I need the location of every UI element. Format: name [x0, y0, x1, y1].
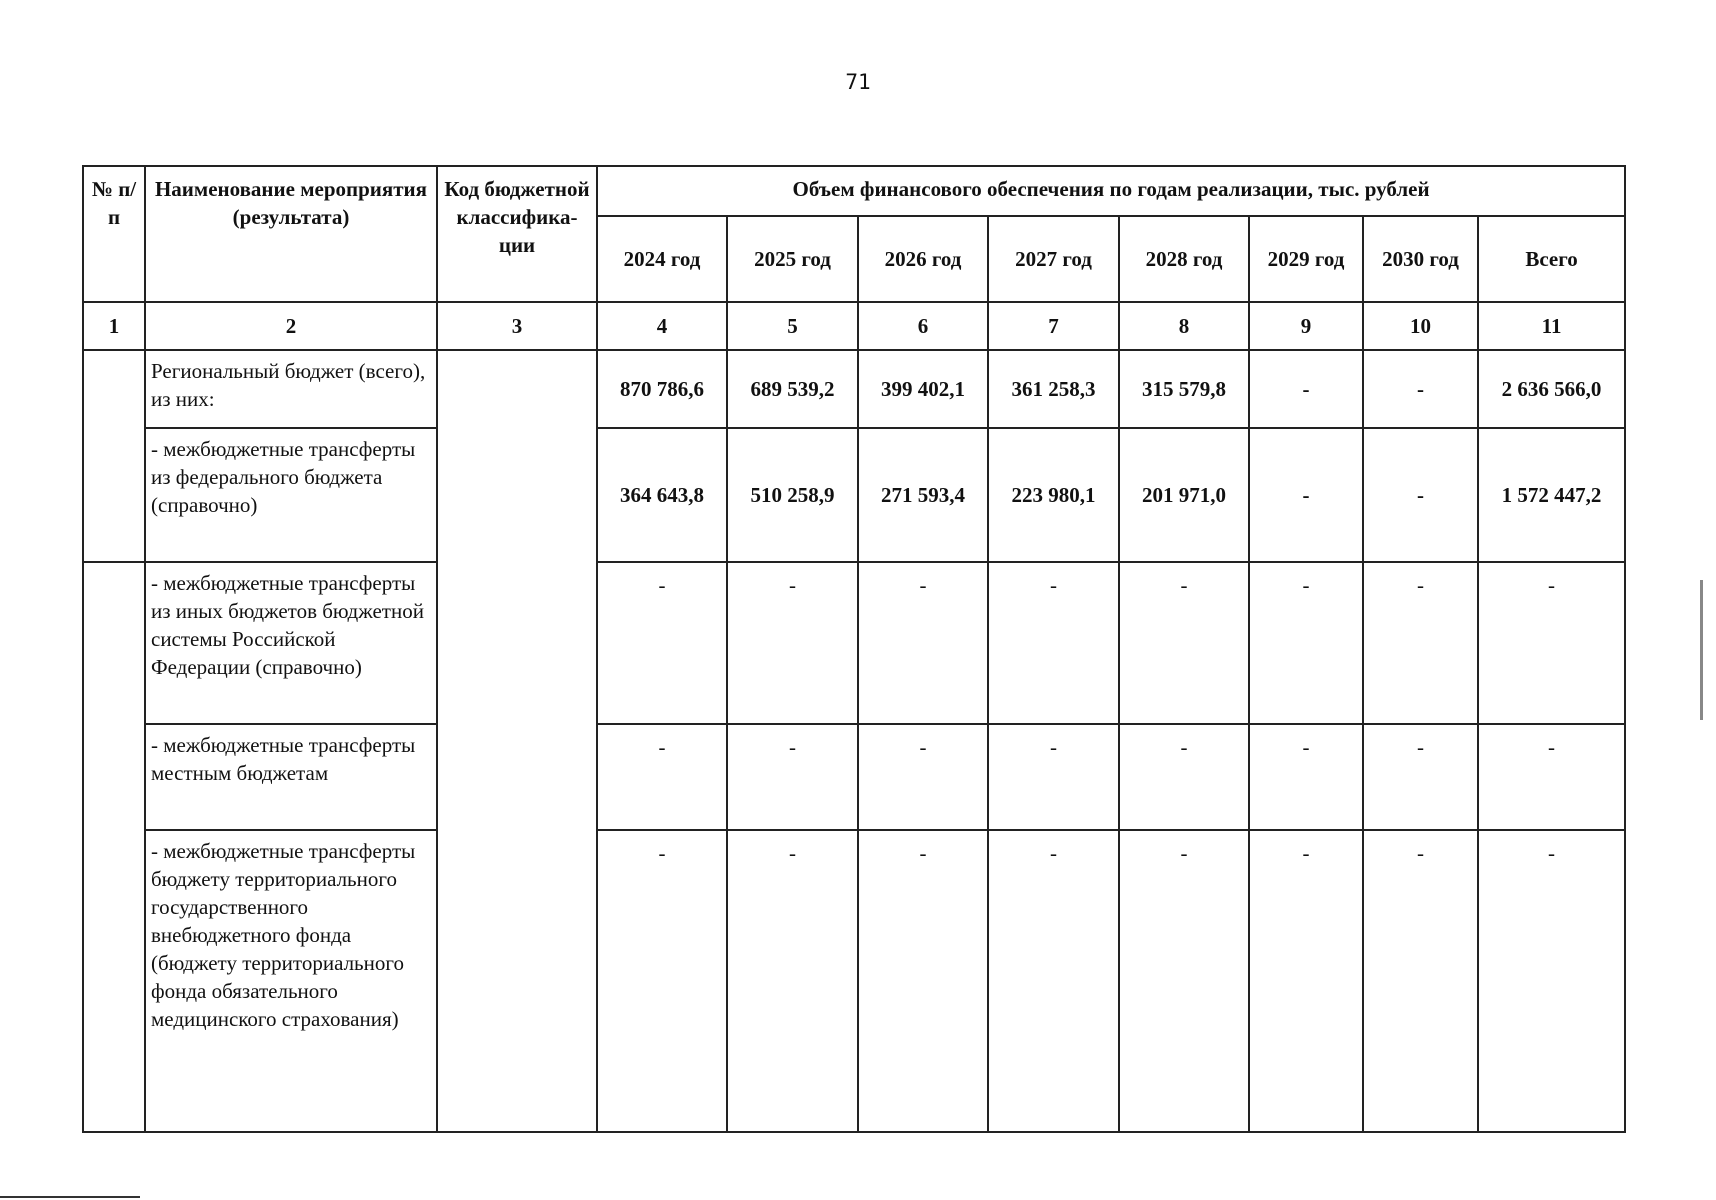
column-number: 6 — [858, 302, 988, 350]
value-cell: - — [858, 830, 988, 1132]
row-name: - межбюджетные трансферты из иных бюджетов бюджетной системы Российской Федерации (справочно) — [145, 562, 437, 724]
value-cell: - — [1249, 428, 1363, 562]
row-number-cell — [83, 350, 145, 562]
value-cell: - — [858, 724, 988, 830]
header-year: 2025 год — [727, 216, 858, 302]
value-cell: - — [1363, 562, 1478, 724]
scan-edge-line — [0, 1196, 140, 1198]
header-year: 2027 год — [988, 216, 1119, 302]
header-total: Всего — [1478, 216, 1625, 302]
total-cell: - — [1478, 562, 1625, 724]
column-number: 5 — [727, 302, 858, 350]
header-volume: Объем финансового обеспечения по годам реализации, тыс. рублей — [597, 166, 1625, 216]
scan-edge-line — [1700, 580, 1703, 720]
value-cell: - — [988, 830, 1119, 1132]
value-cell: - — [988, 562, 1119, 724]
value-cell: - — [597, 724, 727, 830]
header-year: 2028 год — [1119, 216, 1249, 302]
financing-table — [82, 165, 1626, 1133]
row-name: Региональный бюджет (всего), из них: — [145, 350, 437, 428]
column-number-row — [83, 302, 1625, 350]
value-cell: - — [1249, 830, 1363, 1132]
total-cell: 2 636 566,0 — [1478, 350, 1625, 428]
value-cell: - — [1249, 724, 1363, 830]
page-number: 71 — [845, 70, 871, 94]
value-cell: - — [727, 830, 858, 1132]
column-number: 11 — [1478, 302, 1625, 350]
value-cell: - — [597, 830, 727, 1132]
header-year: 2029 год — [1249, 216, 1363, 302]
value-cell: - — [1119, 830, 1249, 1132]
table-row — [83, 830, 1625, 1132]
total-cell: - — [1478, 724, 1625, 830]
column-number: 4 — [597, 302, 727, 350]
value-cell: - — [1363, 724, 1478, 830]
column-number: 3 — [437, 302, 597, 350]
value-cell: - — [1249, 350, 1363, 428]
value-cell: - — [858, 562, 988, 724]
header-name: Наименование мероприятия (результата) — [145, 166, 437, 302]
value-cell: 364 643,8 — [597, 428, 727, 562]
column-number: 2 — [145, 302, 437, 350]
table-row — [83, 562, 1625, 724]
value-cell: - — [1363, 350, 1478, 428]
row-name: - межбюджетные трансферты бюджету территориального государственного внебюджетного фонда (бюджету территориального фонда обязательного медицинского страхования) — [145, 830, 437, 1132]
header-code: Код бюджетной классифика-ции — [437, 166, 597, 302]
value-cell: - — [988, 724, 1119, 830]
column-number: 7 — [988, 302, 1119, 350]
value-cell: 399 402,1 — [858, 350, 988, 428]
value-cell: - — [1363, 830, 1478, 1132]
value-cell: - — [1363, 428, 1478, 562]
value-cell: 223 980,1 — [988, 428, 1119, 562]
table-row — [83, 724, 1625, 830]
column-number: 10 — [1363, 302, 1478, 350]
column-number: 9 — [1249, 302, 1363, 350]
value-cell: - — [727, 724, 858, 830]
header-num: № п/п — [83, 166, 145, 302]
value-cell: 361 258,3 — [988, 350, 1119, 428]
value-cell: - — [597, 562, 727, 724]
header-year: 2024 год — [597, 216, 727, 302]
table-row — [83, 428, 1625, 562]
value-cell: 689 539,2 — [727, 350, 858, 428]
value-cell: - — [1119, 724, 1249, 830]
column-number: 8 — [1119, 302, 1249, 350]
total-cell: 1 572 447,2 — [1478, 428, 1625, 562]
header-year: 2026 год — [858, 216, 988, 302]
total-cell: - — [1478, 830, 1625, 1132]
value-cell: - — [1119, 562, 1249, 724]
row-number-cell — [83, 562, 145, 1132]
column-number: 1 — [83, 302, 145, 350]
row-name: - межбюджетные трансферты местным бюджетам — [145, 724, 437, 830]
value-cell: - — [727, 562, 858, 724]
header-year: 2030 год — [1363, 216, 1478, 302]
value-cell: 315 579,8 — [1119, 350, 1249, 428]
row-name: - межбюджетные трансферты из федерального бюджета (справочно) — [145, 428, 437, 562]
value-cell: 510 258,9 — [727, 428, 858, 562]
table-row — [83, 350, 1625, 428]
value-cell: - — [1249, 562, 1363, 724]
value-cell: 271 593,4 — [858, 428, 988, 562]
value-cell: 870 786,6 — [597, 350, 727, 428]
budget-code-cell — [437, 350, 597, 1132]
value-cell: 201 971,0 — [1119, 428, 1249, 562]
